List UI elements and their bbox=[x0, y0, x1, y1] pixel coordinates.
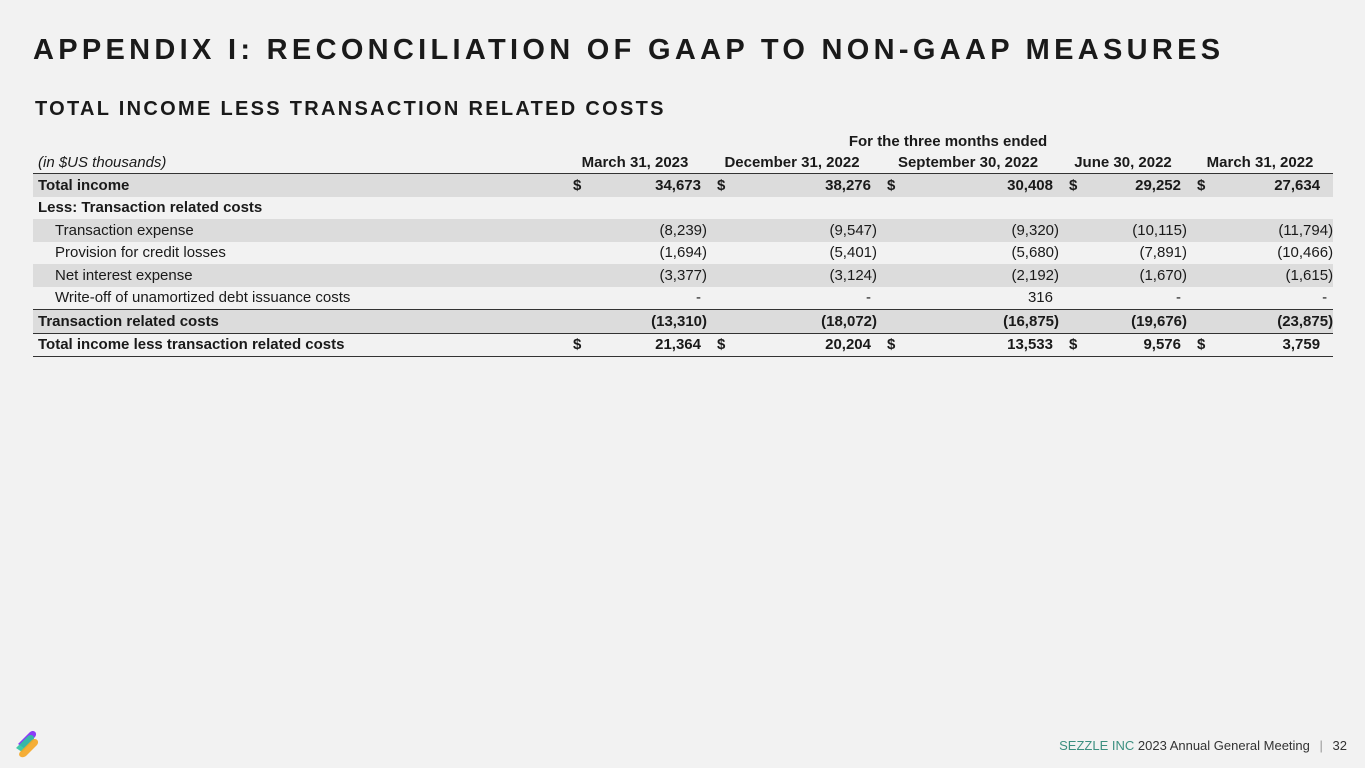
row-label: Less: Transaction related costs bbox=[38, 199, 263, 217]
cell-value: (1,694) bbox=[659, 244, 707, 262]
cell-value: - bbox=[1176, 289, 1181, 307]
currency-symbol: $ bbox=[877, 333, 917, 357]
row-label: Provision for credit losses bbox=[55, 244, 226, 262]
cell-value: 38,276 bbox=[747, 174, 877, 197]
column-header-row bbox=[33, 151, 1333, 174]
currency-symbol: $ bbox=[563, 174, 603, 197]
currency-symbol: $ bbox=[1187, 174, 1227, 197]
cell-value: (1,615) bbox=[1227, 264, 1333, 287]
table-row-total-less-costs bbox=[33, 333, 1333, 357]
currency-symbol: $ bbox=[1187, 333, 1227, 357]
cell-value: (10,466) bbox=[1277, 244, 1334, 262]
cell-value: 29,252 bbox=[1099, 174, 1187, 197]
col-header-mar-2023: March 31, 2023 bbox=[563, 151, 707, 174]
slide-footer bbox=[1059, 738, 1347, 753]
cell-value: (3,377) bbox=[603, 264, 707, 287]
cell-value: (9,320) bbox=[917, 219, 1059, 242]
cell-value: 21,364 bbox=[603, 333, 707, 357]
cell-value: 9,576 bbox=[1099, 333, 1187, 357]
col-header-jun-2022: June 30, 2022 bbox=[1059, 151, 1187, 174]
currency-symbol: $ bbox=[1059, 333, 1099, 357]
cell-value: 34,673 bbox=[603, 174, 707, 197]
footer-separator: | bbox=[1319, 738, 1323, 753]
table-row-transaction-costs bbox=[33, 310, 1333, 334]
col-header-sep-2022: September 30, 2022 bbox=[877, 151, 1059, 174]
row-label: Total income less transaction related costs bbox=[33, 333, 563, 357]
period-header: For the three months ended bbox=[848, 132, 1048, 150]
cell-value: 27,634 bbox=[1227, 174, 1333, 197]
cell-value: (23,875) bbox=[1227, 310, 1333, 334]
cell-value: - bbox=[866, 289, 871, 307]
slide-title: APPENDIX I: RECONCILIATION OF GAAP TO NON-GAAP MEASURES bbox=[33, 34, 1225, 66]
currency-symbol: $ bbox=[707, 174, 747, 197]
cell-value: (5,680) bbox=[1011, 244, 1059, 262]
table-subtitle: TOTAL INCOME LESS TRANSACTION RELATED COSTS bbox=[35, 98, 666, 120]
cell-value: (13,310) bbox=[603, 310, 707, 334]
sezzle-logo-icon bbox=[10, 726, 44, 760]
cell-value: (9,547) bbox=[747, 219, 877, 242]
cell-value: 3,759 bbox=[1227, 333, 1333, 357]
cell-value: - bbox=[696, 289, 701, 307]
row-label: Net interest expense bbox=[33, 264, 563, 287]
col-header-dec-2022: December 31, 2022 bbox=[707, 151, 877, 174]
table-row-write-off bbox=[33, 287, 1333, 310]
page-number: 32 bbox=[1332, 738, 1347, 753]
cell-value: (10,115) bbox=[1099, 219, 1187, 242]
cell-value: (5,401) bbox=[829, 244, 877, 262]
cell-value: (18,072) bbox=[747, 310, 877, 334]
cell-value: - bbox=[1322, 289, 1328, 307]
footer-brand: SEZZLE INC bbox=[1059, 738, 1135, 753]
cell-value: (2,192) bbox=[917, 264, 1059, 287]
row-label: Total income bbox=[33, 174, 563, 197]
currency-symbol: $ bbox=[707, 333, 747, 357]
table-row-provision bbox=[33, 242, 1333, 265]
cell-value: (3,124) bbox=[747, 264, 877, 287]
cell-value: (19,676) bbox=[1099, 310, 1187, 334]
footer-event: 2023 Annual General Meeting bbox=[1137, 738, 1310, 753]
cell-value: 316 bbox=[1027, 289, 1053, 307]
table-row-transaction-expense bbox=[33, 219, 1333, 242]
row-label: Write-off of unamortized debt issuance costs bbox=[55, 289, 351, 307]
table-row-less-header bbox=[33, 197, 1333, 220]
reconciliation-table bbox=[33, 131, 1333, 357]
currency-symbol: $ bbox=[1059, 174, 1099, 197]
currency-symbol: $ bbox=[877, 174, 917, 197]
cell-value: (1,670) bbox=[1099, 264, 1187, 287]
period-header-row bbox=[33, 131, 1333, 151]
cell-value: (16,875) bbox=[917, 310, 1059, 334]
table-row-total-income bbox=[33, 174, 1333, 197]
row-label: Transaction expense bbox=[33, 219, 563, 242]
cell-value: (11,794) bbox=[1227, 219, 1333, 242]
cell-value: 13,533 bbox=[917, 333, 1059, 357]
unit-label: (in $US thousands) bbox=[33, 151, 563, 174]
cell-value: 30,408 bbox=[917, 174, 1059, 197]
cell-value: 20,204 bbox=[747, 333, 877, 357]
cell-value: (8,239) bbox=[603, 219, 707, 242]
row-label: Transaction related costs bbox=[33, 310, 563, 334]
table-row-net-interest bbox=[33, 264, 1333, 287]
currency-symbol: $ bbox=[563, 333, 603, 357]
cell-value: (7,891) bbox=[1139, 244, 1187, 262]
col-header-mar-2022: March 31, 2022 bbox=[1187, 151, 1333, 174]
